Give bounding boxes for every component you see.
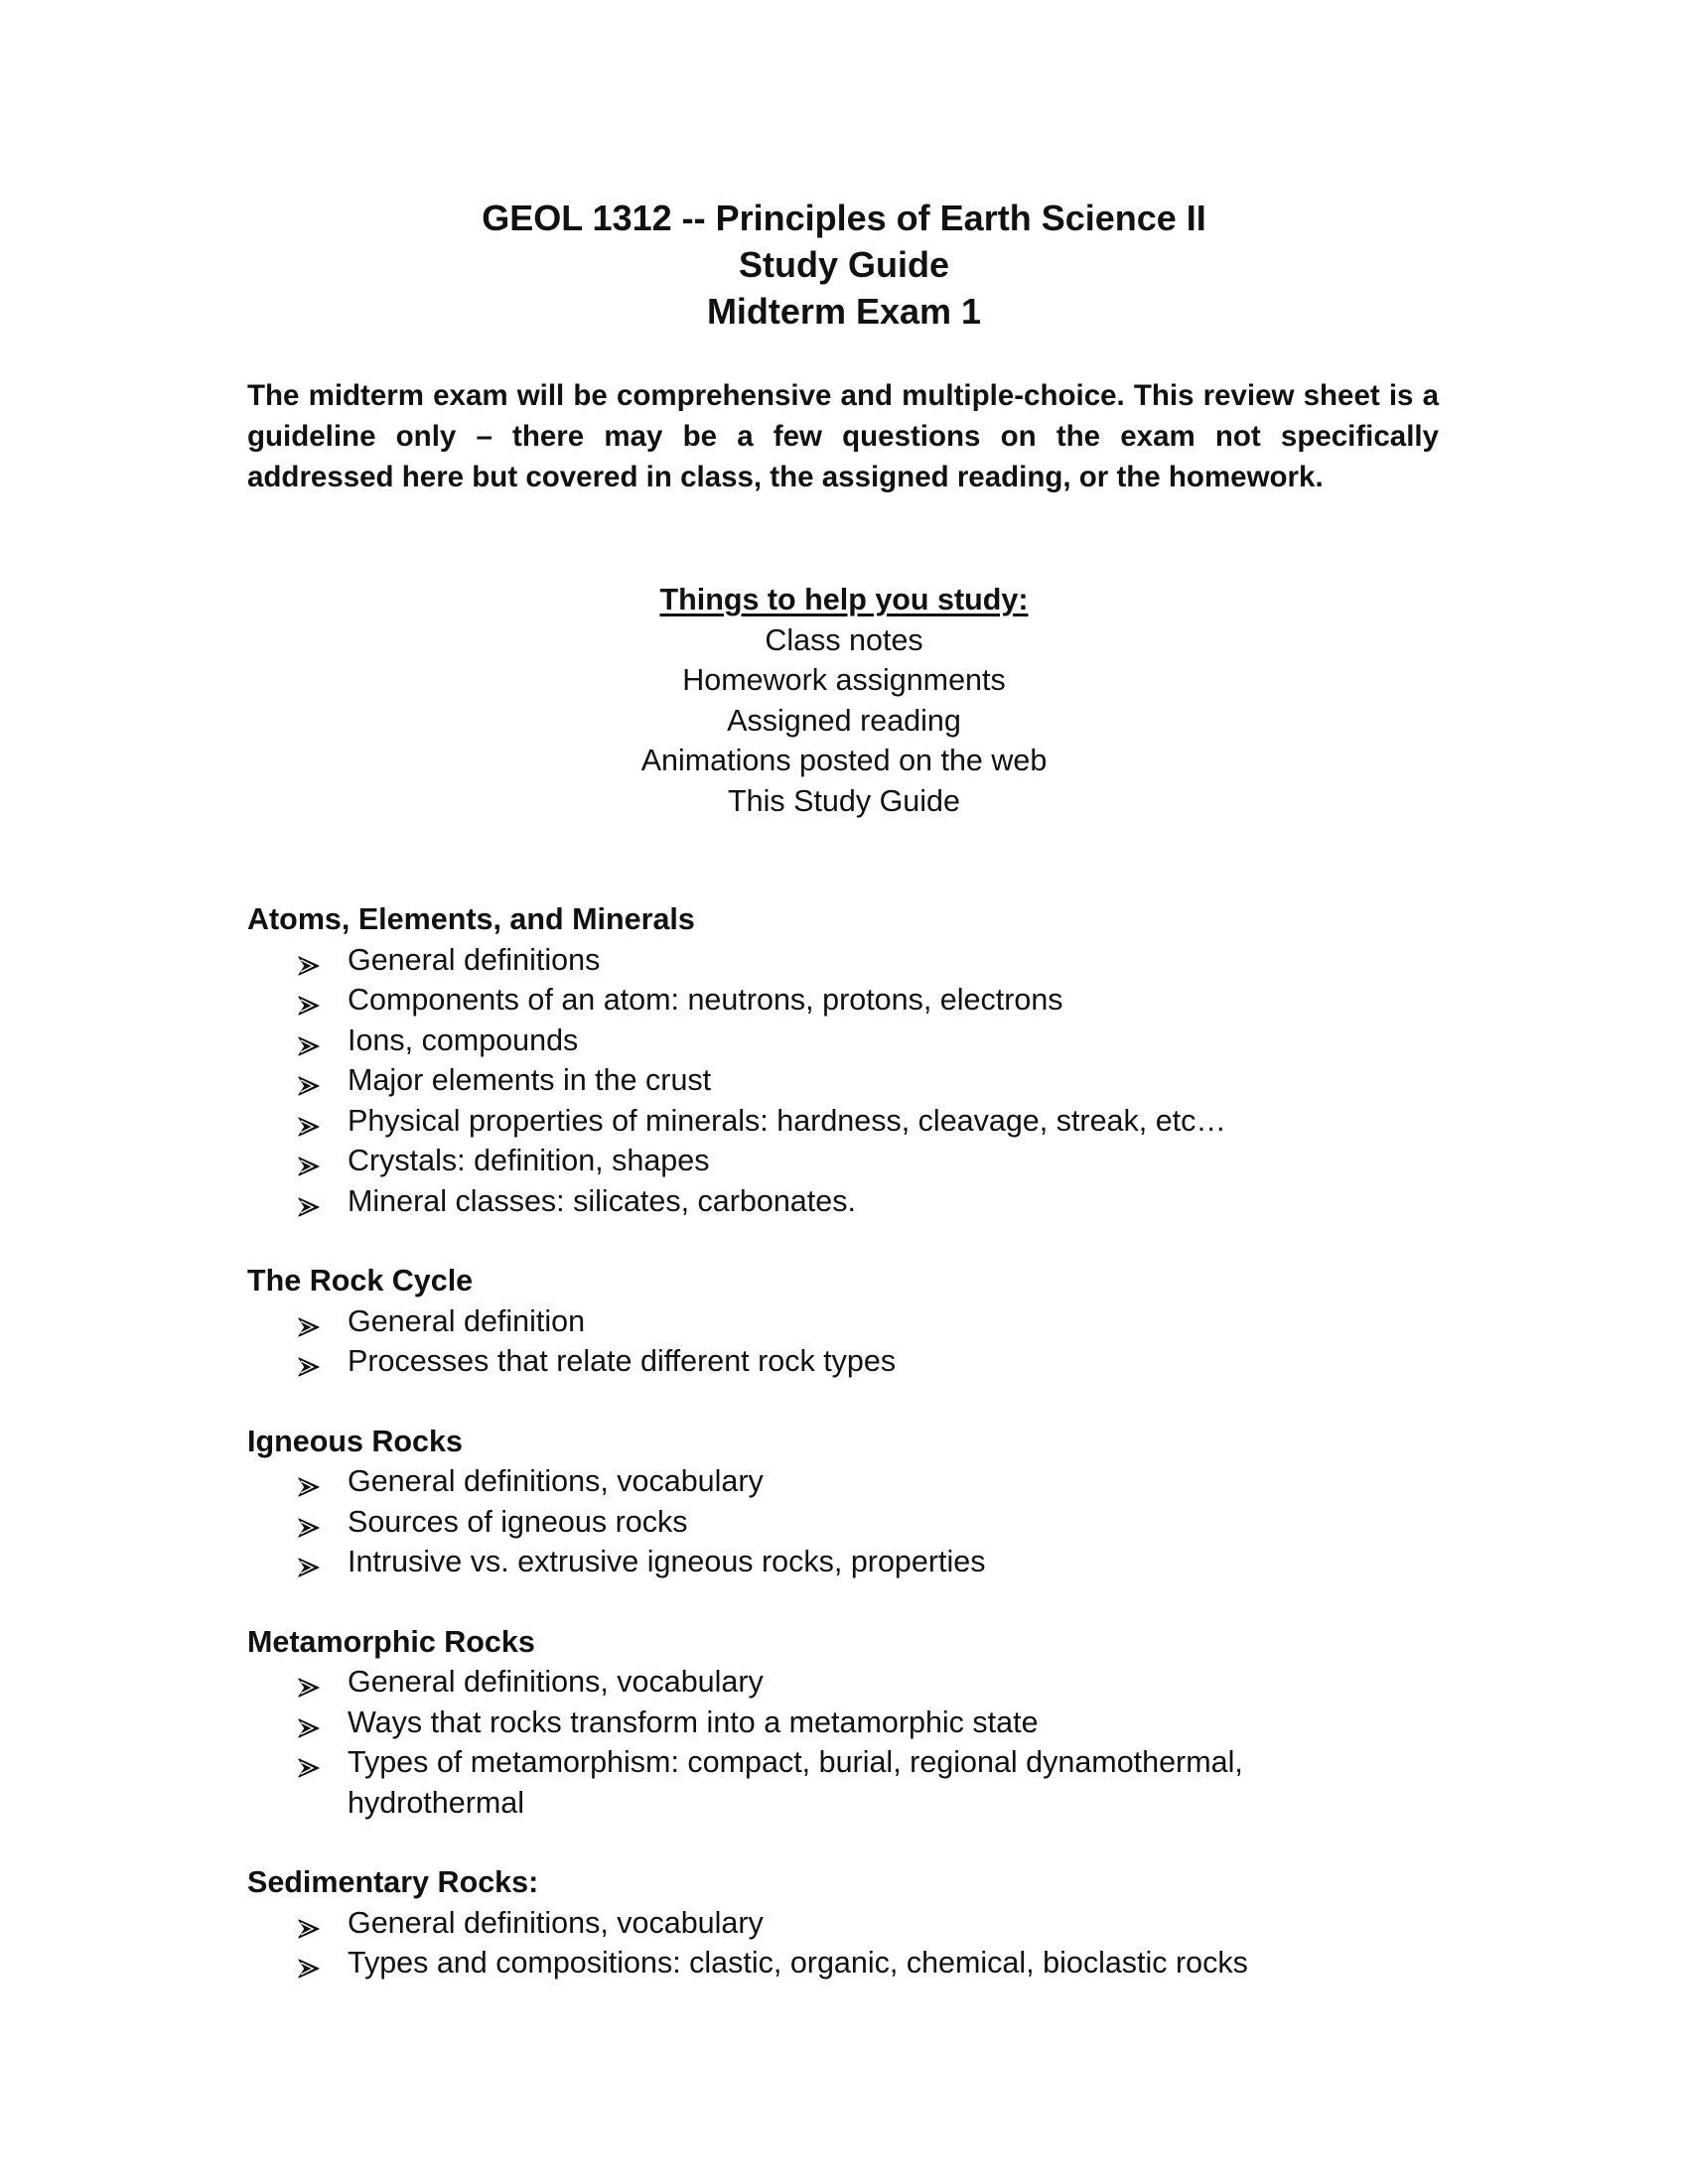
topic-section bbox=[247, 1622, 1439, 1824]
arrowhead-bullet-icon bbox=[298, 980, 328, 1021]
topic-sections bbox=[247, 899, 1439, 2023]
topic-item bbox=[247, 1060, 1340, 1101]
topic-item bbox=[247, 1502, 1340, 1543]
topic-list bbox=[247, 1301, 1439, 1382]
arrowhead-bullet-icon bbox=[298, 1943, 328, 1983]
topic-list bbox=[247, 940, 1439, 1222]
arrowhead-bullet-icon bbox=[298, 1301, 328, 1342]
arrowhead-bullet-icon bbox=[298, 1742, 328, 1783]
arrowhead-bullet-icon bbox=[298, 1461, 328, 1502]
arrowhead-bullet-icon bbox=[298, 1021, 328, 1061]
topic-item bbox=[247, 1742, 1340, 1823]
topic-item-text: Processes that relate different rock types bbox=[348, 1344, 897, 1378]
topic-item bbox=[247, 1703, 1340, 1743]
topic-item-text: Mineral classes: silicates, carbonates. bbox=[348, 1183, 856, 1218]
arrowhead-bullet-icon bbox=[298, 1703, 328, 1743]
topic-item bbox=[247, 1341, 1340, 1382]
topic-item-text: Types of metamorphism: compact, burial, regional dynamothermal, hydrothermal bbox=[348, 1745, 1243, 1820]
topic-item bbox=[247, 1101, 1340, 1142]
topic-item-text: General definitions, vocabulary bbox=[348, 1905, 764, 1940]
topic-item bbox=[247, 1542, 1340, 1582]
section-heading: Atoms, Elements, and Minerals bbox=[247, 902, 695, 936]
section-heading: Metamorphic Rocks bbox=[247, 1624, 535, 1659]
topic-item-text: Sources of igneous rocks bbox=[348, 1504, 688, 1539]
arrowhead-bullet-icon bbox=[298, 1341, 328, 1382]
topic-section bbox=[247, 1422, 1439, 1582]
exam-title: Midterm Exam 1 bbox=[706, 291, 982, 332]
arrowhead-bullet-icon bbox=[298, 1141, 328, 1181]
study-help-item: This Study Guide bbox=[728, 783, 960, 818]
topic-item bbox=[247, 1903, 1340, 1944]
topic-item bbox=[247, 1141, 1340, 1181]
arrowhead-bullet-icon bbox=[298, 1181, 328, 1222]
section-heading: The Rock Cycle bbox=[247, 1264, 474, 1297]
document-title bbox=[0, 195, 1688, 335]
section-heading: Igneous Rocks bbox=[247, 1424, 463, 1458]
topic-item-text: General definitions, vocabulary bbox=[348, 1464, 764, 1498]
topic-item-text: General definition bbox=[348, 1303, 586, 1338]
topic-item-text: Major elements in the crust bbox=[348, 1063, 712, 1097]
study-help-item: Assigned reading bbox=[727, 703, 961, 738]
topic-item bbox=[247, 1943, 1340, 1983]
topic-section bbox=[247, 1862, 1439, 1983]
topic-list bbox=[247, 1461, 1439, 1582]
topic-item bbox=[247, 1181, 1340, 1222]
topic-section bbox=[247, 899, 1439, 1221]
topic-item bbox=[247, 980, 1340, 1021]
topic-item-text: Crystals: definition, shapes bbox=[348, 1144, 710, 1177]
topic-item-text: Physical properties of minerals: hardness, cleavage, streak, etc… bbox=[348, 1103, 1226, 1138]
study-help-block bbox=[0, 580, 1688, 821]
study-help-item: Class notes bbox=[765, 622, 923, 657]
study-help-item: Animations posted on the web bbox=[640, 744, 1048, 777]
topic-item bbox=[247, 1301, 1340, 1342]
topic-section bbox=[247, 1261, 1439, 1382]
topic-item-text: General definitions bbox=[348, 942, 601, 977]
topic-item-text: General definitions, vocabulary bbox=[348, 1665, 764, 1699]
arrowhead-bullet-icon bbox=[298, 940, 328, 981]
topic-item-text: Ways that rocks transform into a metamorphic state bbox=[348, 1705, 1039, 1739]
topic-item bbox=[247, 1021, 1340, 1061]
arrowhead-bullet-icon bbox=[298, 1903, 328, 1944]
topic-list bbox=[247, 1662, 1439, 1823]
course-title: GEOL 1312 -- Principles of Earth Science II bbox=[482, 198, 1206, 238]
intro-paragraph: The midterm exam will be comprehensive and multiple-choice. This review sheet is a guideline only – there may be a few questions on the exam not specifically addressed here but covered in class, the assigned reading, or the homework. bbox=[247, 379, 1439, 493]
guide-title: Study Guide bbox=[738, 244, 949, 285]
topic-item-text: Intrusive vs. extrusive igneous rocks, properties bbox=[348, 1545, 986, 1578]
section-heading: Sedimentary Rocks: bbox=[247, 1865, 539, 1899]
topic-item bbox=[247, 1662, 1340, 1703]
topic-item-text: Ions, compounds bbox=[348, 1023, 579, 1057]
topic-item-text: Components of an atom: neutrons, protons, electrons bbox=[348, 983, 1063, 1017]
arrowhead-bullet-icon bbox=[298, 1101, 328, 1142]
topic-item bbox=[247, 940, 1340, 981]
topic-item bbox=[247, 1461, 1340, 1502]
topic-list bbox=[247, 1903, 1439, 1983]
arrowhead-bullet-icon bbox=[298, 1502, 328, 1543]
arrowhead-bullet-icon bbox=[298, 1060, 328, 1101]
topic-item-text: Types and compositions: clastic, organic, chemical, bioclastic rocks bbox=[348, 1946, 1248, 1979]
study-help-heading: Things to help you study: bbox=[659, 583, 1029, 616]
study-help-item: Homework assignments bbox=[682, 663, 1006, 697]
arrowhead-bullet-icon bbox=[298, 1662, 328, 1703]
arrowhead-bullet-icon bbox=[298, 1542, 328, 1582]
